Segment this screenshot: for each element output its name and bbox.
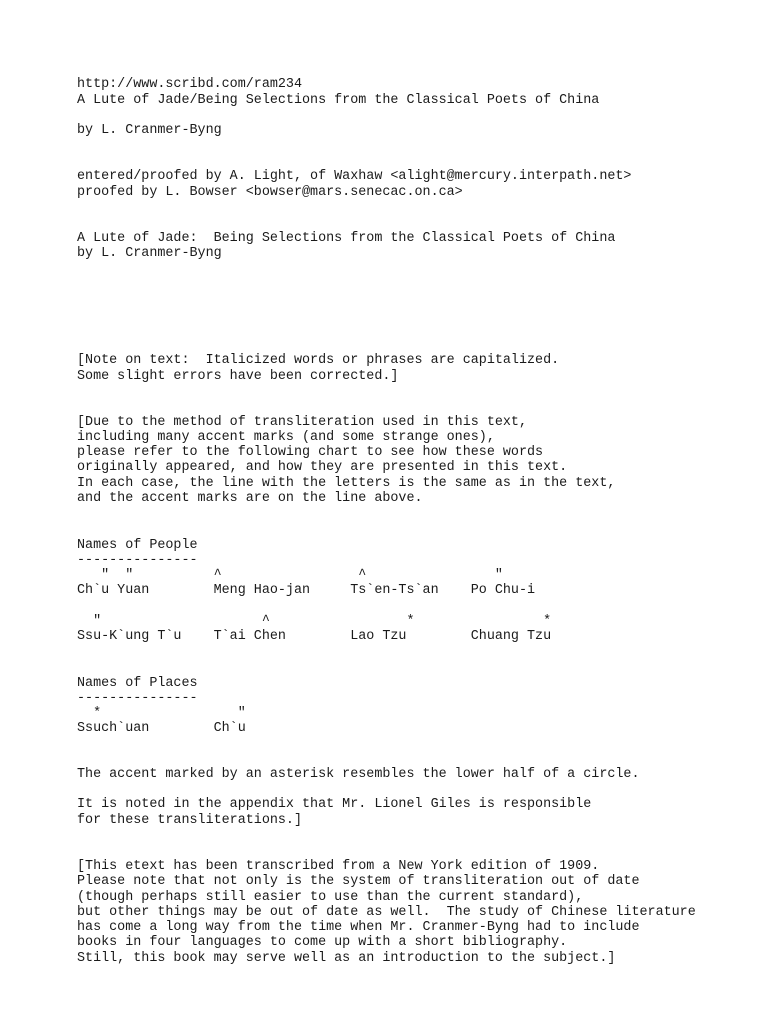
names-line: Ssu-K`ung T`u T`ai Chen Lao Tzu Chuang Tzu	[77, 629, 552, 644]
paragraph-line: books in four languages to come up with a short bibliography.	[77, 935, 568, 950]
accent-marks-line: " ^ * *	[77, 614, 552, 629]
title-line: A Lute of Jade: Being Selections from the Classical Poets of China	[77, 231, 616, 246]
names-line: Ssuch`uan Ch`u	[77, 721, 246, 736]
credits-line: entered/proofed by A. Light, of Waxhaw <alight@mercury.interpath.net>	[77, 169, 632, 184]
paragraph-line: originally appeared, and how they are presented in this text.	[77, 460, 568, 475]
paragraph-line: has come a long way from the time when Mr. Cranmer-Byng had to include	[77, 920, 640, 935]
paragraph-line: including many accent marks (and some strange ones),	[77, 430, 495, 445]
names-line: Ch`u Yuan Meng Hao-jan Ts`en-Ts`an Po Chu-i	[77, 583, 536, 598]
accent-marks-line: * "	[77, 706, 246, 721]
paragraph-line: [Due to the method of transliteration used in this text,	[77, 415, 527, 430]
note-line: Some slight errors have been corrected.]	[77, 369, 399, 384]
section-rule: ---------------	[77, 553, 198, 568]
paragraph-line: It is noted in the appendix that Mr. Lionel Giles is responsible	[77, 797, 592, 812]
credits-line: proofed by L. Bowser <bowser@mars.senecac.on.ca>	[77, 185, 463, 200]
paragraph-line: In each case, the line with the letters is the same as in the text,	[77, 476, 616, 491]
accent-marks-line: " " ^ ^ "	[77, 568, 503, 583]
paragraph-line: for these transliterations.]	[77, 813, 302, 828]
section-heading: Names of Places	[77, 676, 198, 691]
paragraph-line: please refer to the following chart to see how these words	[77, 445, 544, 460]
note-line: [Note on text: Italicized words or phrases are capitalized.	[77, 353, 560, 368]
paragraph-line: and the accent marks are on the line above.	[77, 491, 423, 506]
author-line: by L. Cranmer-Byng	[77, 246, 222, 261]
paragraph-line: Please note that not only is the system of transliteration out of date	[77, 874, 640, 889]
source-url-line: http://www.scribd.com/ram234	[77, 77, 302, 92]
paragraph-line: but other things may be out of date as well. The study of Chinese literature	[77, 905, 696, 920]
title-line: A Lute of Jade/Being Selections from the Classical Poets of China	[77, 93, 600, 108]
author-line: by L. Cranmer-Byng	[77, 123, 222, 138]
paragraph-line: Still, this book may serve well as an introduction to the subject.]	[77, 951, 616, 966]
paragraph-line: [This etext has been transcribed from a New York edition of 1909.	[77, 859, 600, 874]
paragraph-line: The accent marked by an asterisk resembles the lower half of a circle.	[77, 767, 640, 782]
section-rule: ---------------	[77, 691, 198, 706]
section-heading: Names of People	[77, 538, 198, 553]
paragraph-line: (though perhaps still easier to use than the current standard),	[77, 890, 584, 905]
